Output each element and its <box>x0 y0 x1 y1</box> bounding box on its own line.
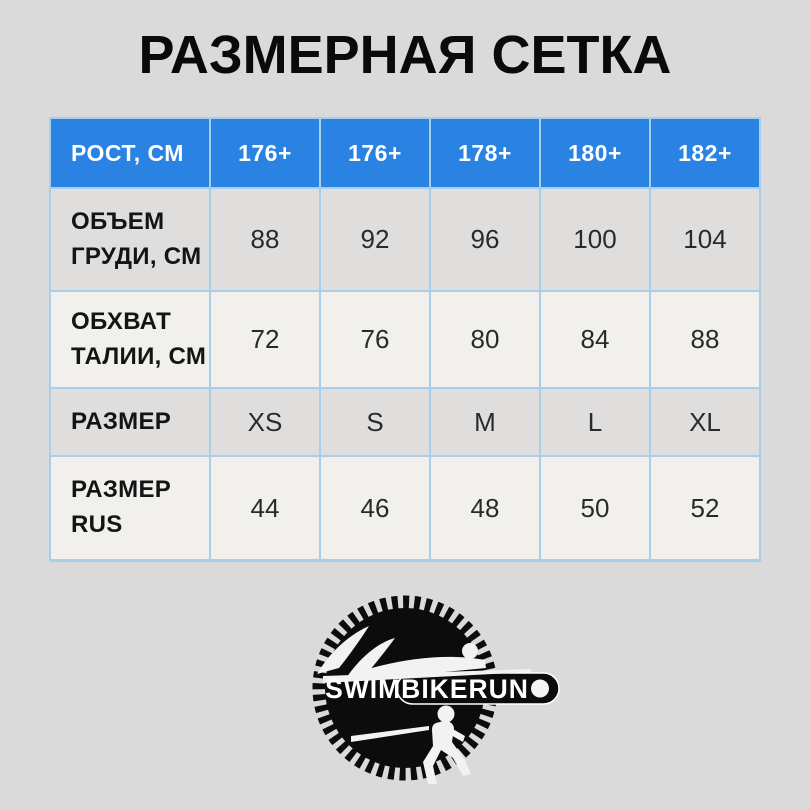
table-cell: 72 <box>211 292 319 387</box>
table-cell: 84 <box>541 292 649 387</box>
table-cell: 104 <box>651 189 759 290</box>
table-cell: 52 <box>651 457 759 559</box>
logo-text: SWIMBIKERUN <box>325 674 529 704</box>
table-cell: S <box>321 389 429 455</box>
table-cell: 76 <box>321 292 429 387</box>
header-cell: 176+ <box>321 119 429 187</box>
table-cell: XL <box>651 389 759 455</box>
table-cell: L <box>541 389 649 455</box>
row-label-size-rus: РАЗМЕР RUS <box>51 457 209 559</box>
table-cell: 50 <box>541 457 649 559</box>
row-label-waist: ОБХВАТ ТАЛИИ, СМ <box>51 292 209 387</box>
table-cell: 96 <box>431 189 539 290</box>
table-cell: 80 <box>431 292 539 387</box>
size-table <box>49 117 761 562</box>
header-cell: 178+ <box>431 119 539 187</box>
page-title: РАЗМЕРНАЯ СЕТКА <box>138 25 672 85</box>
table-cell: XS <box>211 389 319 455</box>
table-cell: 92 <box>321 189 429 290</box>
row-label-chest: ОБЪЕМ ГРУДИ, СМ <box>51 189 209 290</box>
header-cell: 176+ <box>211 119 319 187</box>
header-cell-height: РОСТ, СМ <box>51 119 209 187</box>
header-cell: 182+ <box>651 119 759 187</box>
row-label-size: РАЗМЕР <box>51 389 209 455</box>
table-cell: 44 <box>211 457 319 559</box>
swimbikerun-logo <box>293 588 578 803</box>
table-cell: M <box>431 389 539 455</box>
table-cell: 48 <box>431 457 539 559</box>
pedal-hole-icon <box>531 680 549 698</box>
table-cell: 88 <box>651 292 759 387</box>
table-cell: 88 <box>211 189 319 290</box>
header-cell: 180+ <box>541 119 649 187</box>
table-cell: 46 <box>321 457 429 559</box>
table-cell: 100 <box>541 189 649 290</box>
